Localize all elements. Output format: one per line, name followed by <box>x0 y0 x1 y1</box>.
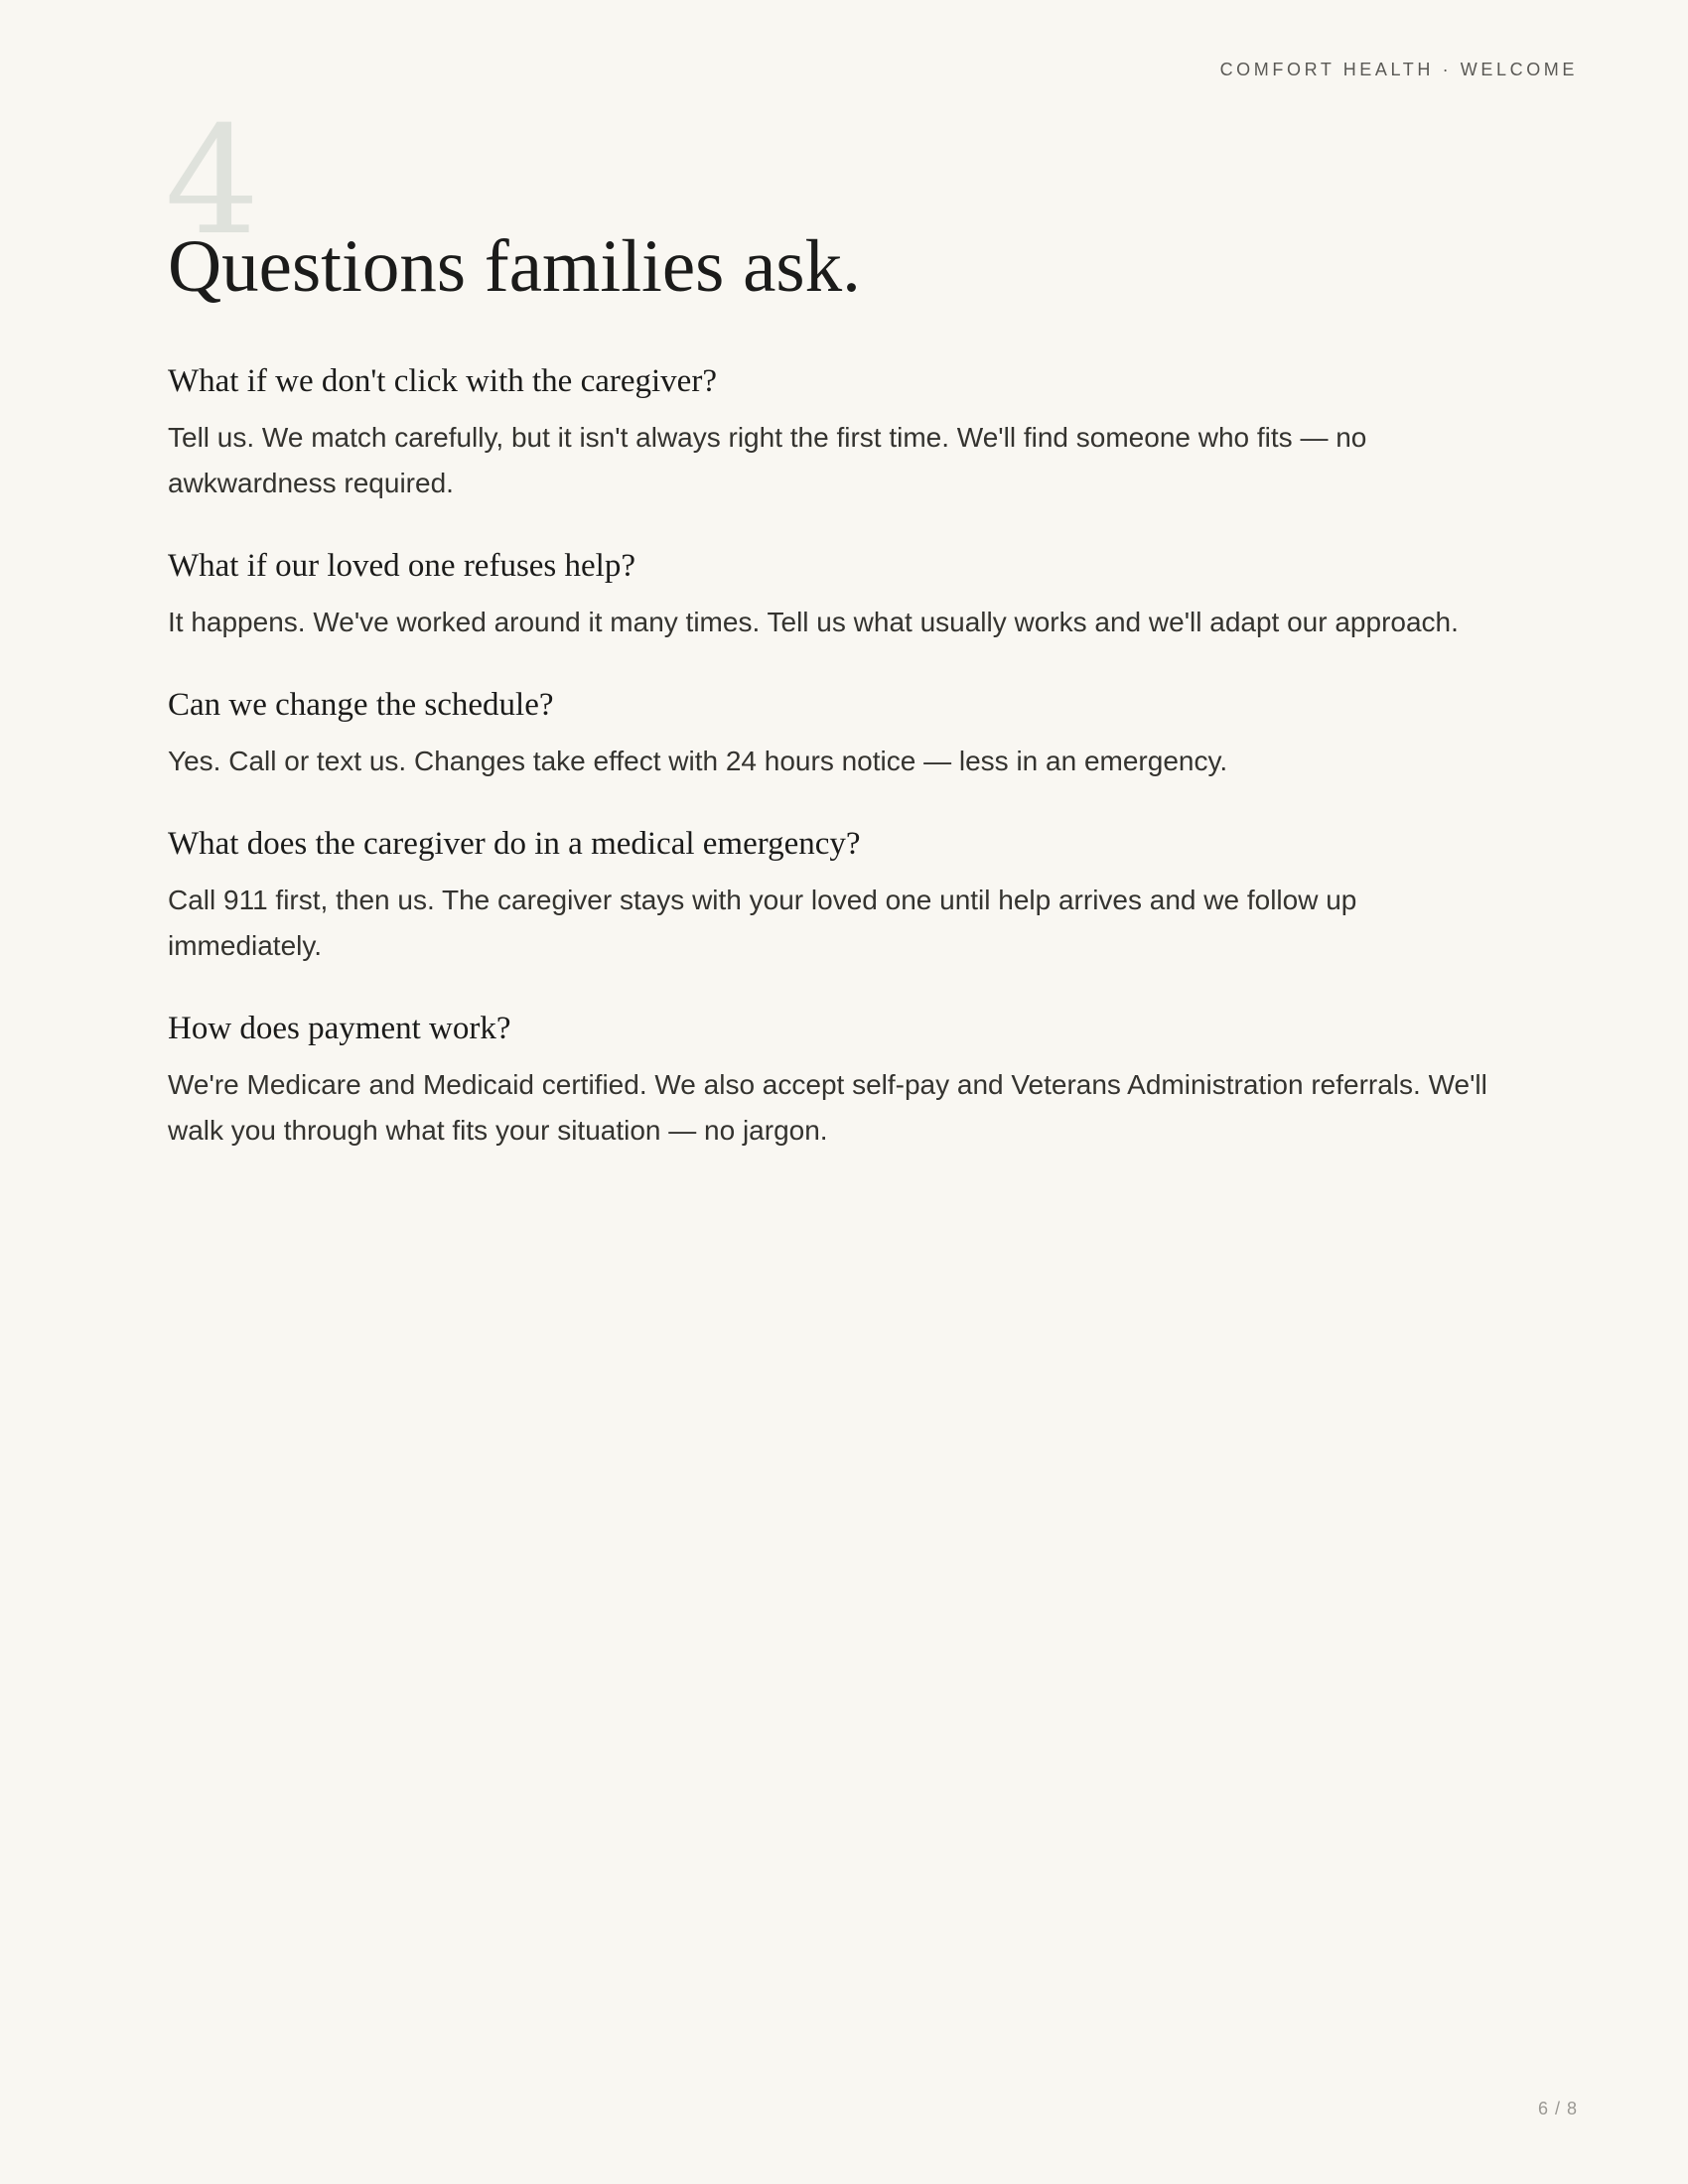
page-title: Questions families ask. <box>168 225 861 308</box>
faq-question: How does payment work? <box>168 1011 511 1046</box>
faq-item <box>168 820 1488 969</box>
faq-list <box>168 357 1488 1189</box>
faq-item <box>168 357 1488 506</box>
faq-item <box>168 542 1488 645</box>
faq-question: What does the caregiver do in a medical emergency? <box>168 826 861 862</box>
faq-answer: Tell us. We match carefully, but it isn't always right the first time. We'll find someone who fits — no awkwardness required. <box>168 422 1367 498</box>
faq-answer: Yes. Call or text us. Changes take effect with 24 hours notice — less in an emergency. <box>168 746 1228 776</box>
section-number: 4 <box>165 95 260 268</box>
page-number: 6 / 8 <box>1537 2099 1578 2118</box>
faq-question: What if we don't click with the caregiver? <box>168 363 717 399</box>
faq-item <box>168 1005 1488 1154</box>
faq-answer: Call 911 first, then us. The caregiver stays with your loved one until help arrives and we follow up immediately. <box>168 885 1357 961</box>
faq-answer: It happens. We've worked around it many times. Tell us what usually works and we'll adapt our approach. <box>168 607 1459 637</box>
running-header: COMFORT HEALTH · WELCOME <box>1219 60 1578 79</box>
faq-question: Can we change the schedule? <box>168 687 554 723</box>
faq-item <box>168 681 1488 784</box>
faq-question: What if our loved one refuses help? <box>168 548 635 584</box>
faq-answer: We're Medicare and Medicaid certified. We also accept self-pay and Veterans Administration referrals. We'll walk you through what fits your situation — no jargon. <box>168 1069 1487 1146</box>
